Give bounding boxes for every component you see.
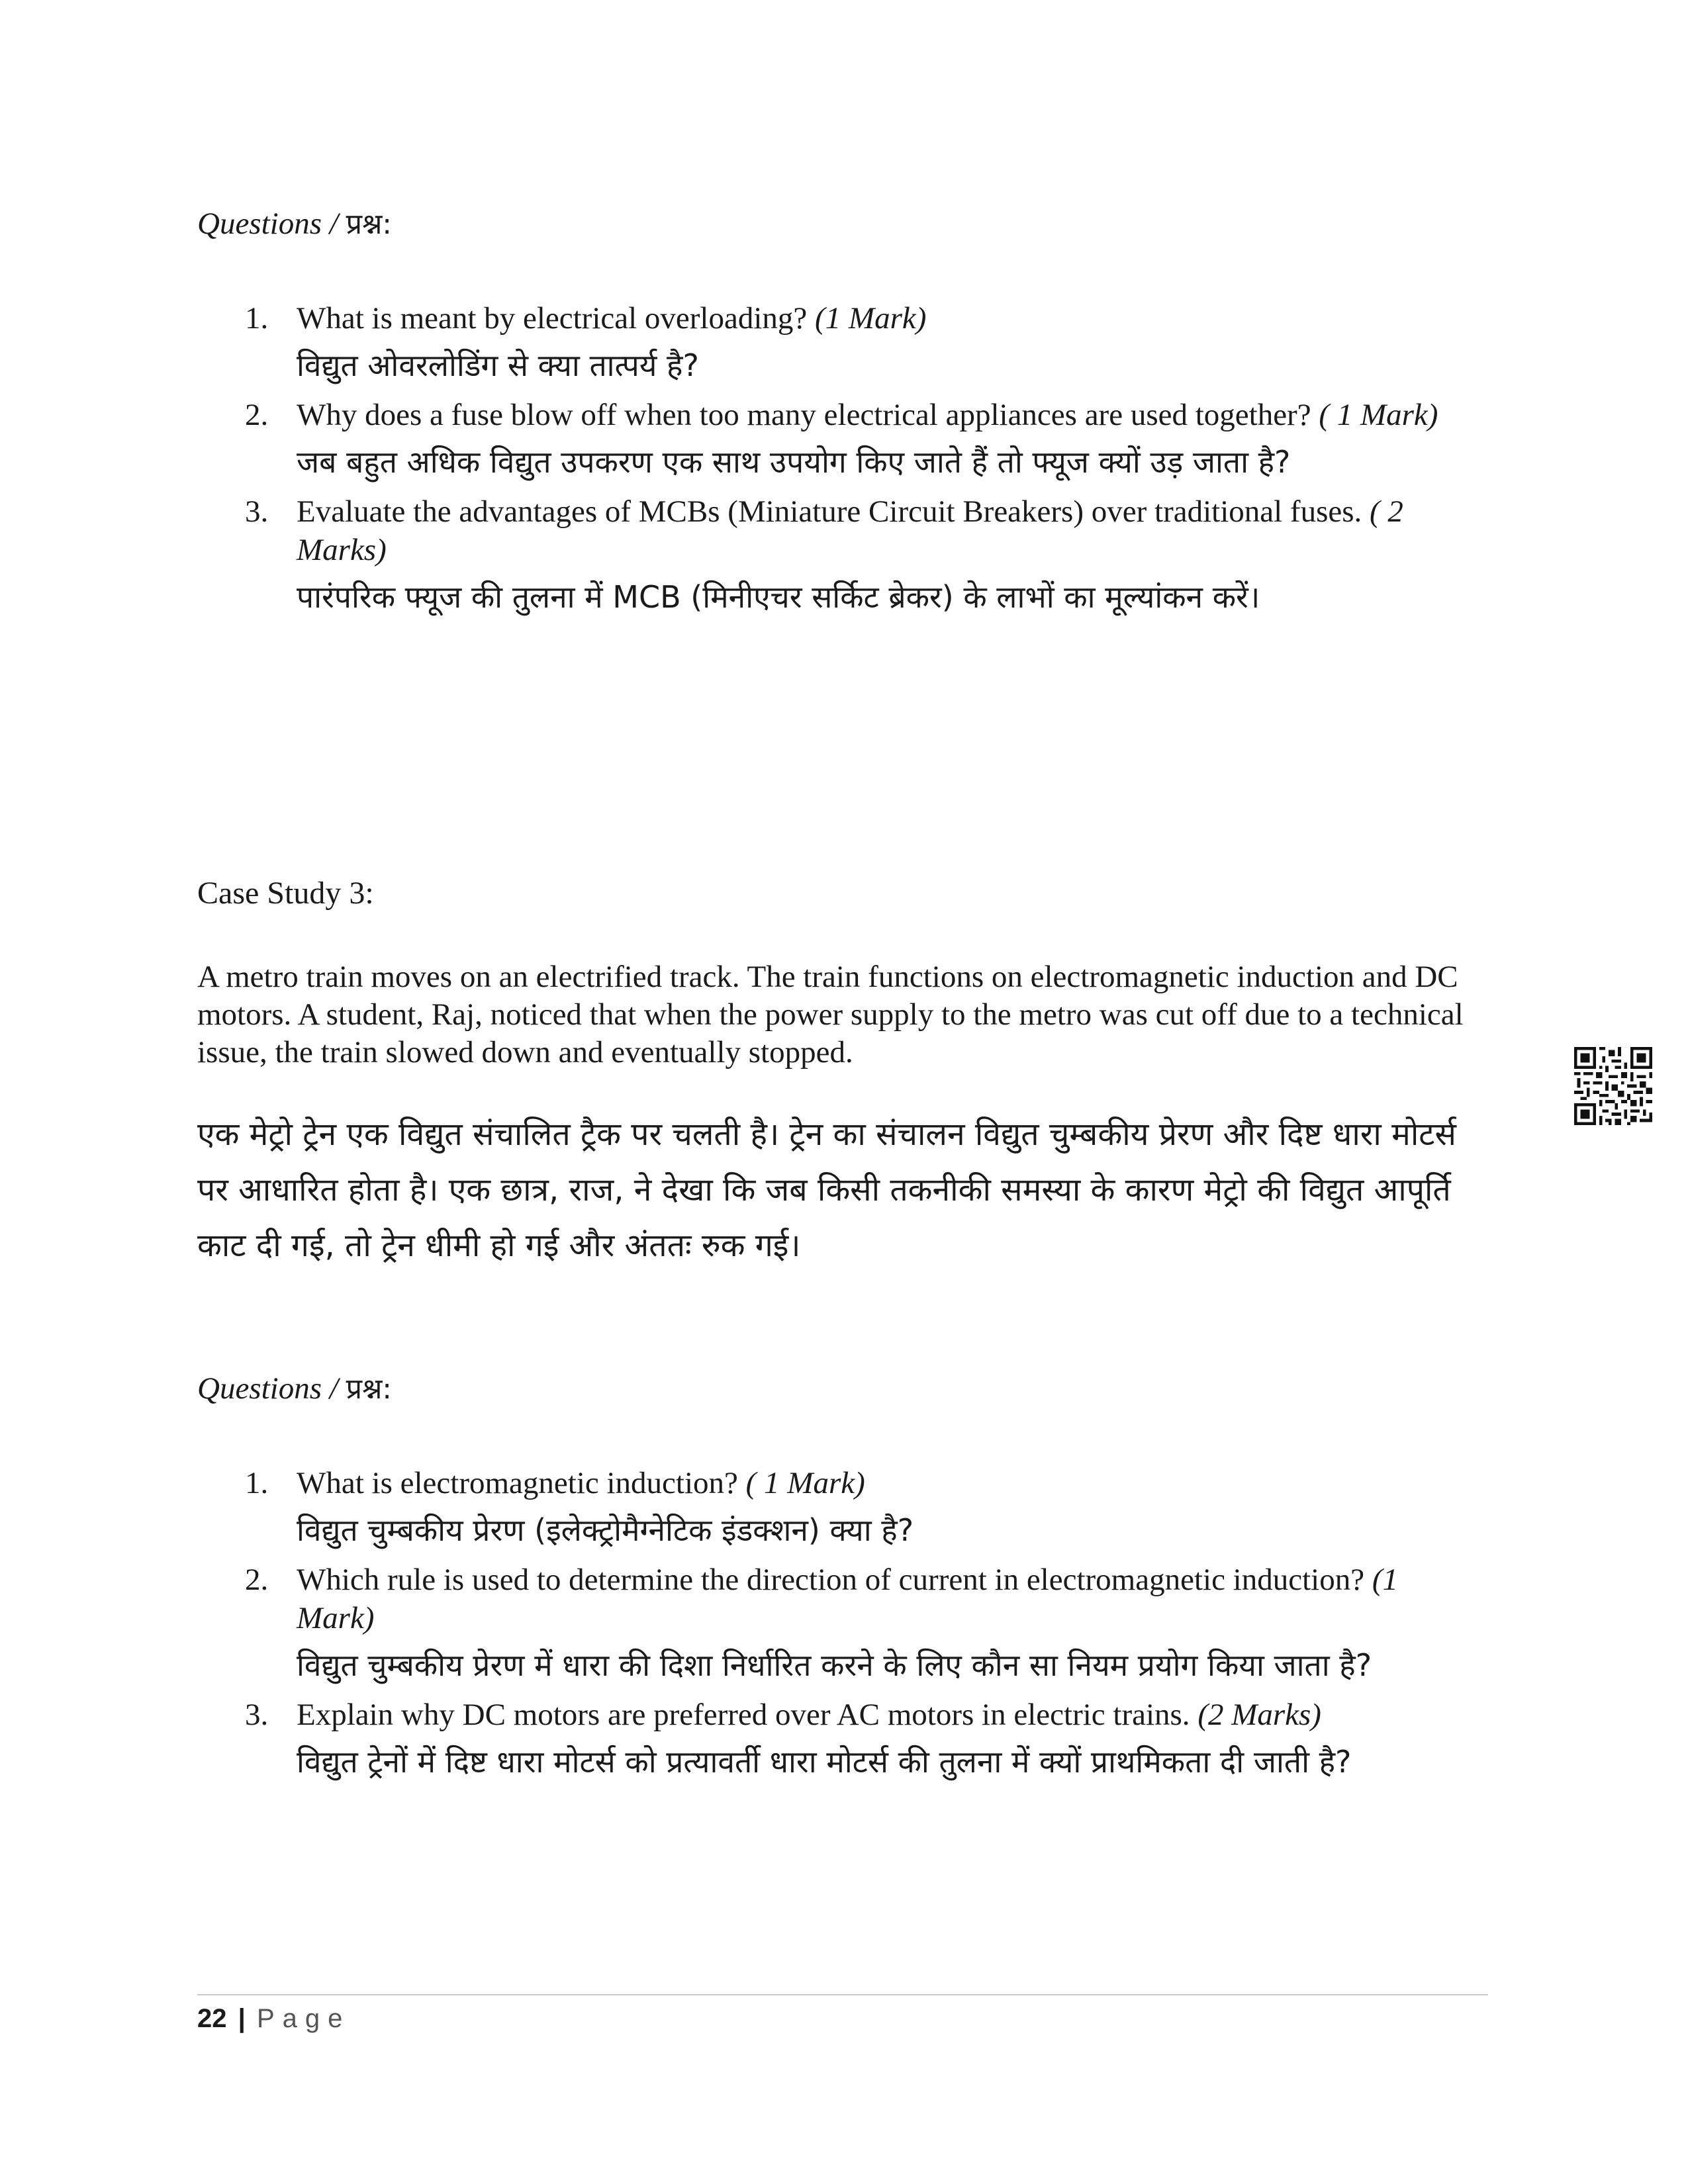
question-text-hi: विद्युत चुम्बकीय प्रेरण (इलेक्ट्रोमैग्नेटिक इंडक्शन) क्या है? [297, 1512, 914, 1548]
question-en-text: Which rule is used to determine the direction of current in electromagnetic induction? [297, 1563, 1372, 1597]
question-en-text: Explain why DC motors are preferred over AC motors in electric trains. [297, 1698, 1198, 1732]
question-text-hi: विद्युत चुम्बकीय प्रेरण में धारा की दिशा निर्धारित करने के लिए कौन सा नियम प्रयोग किया जाता है? [297, 1647, 1372, 1683]
question-marks: ( 2 Marks) [297, 494, 1403, 567]
questions-heading-hi: प्रश्न: [346, 208, 392, 241]
question-marks: ( 1 Mark) [745, 1466, 865, 1500]
question-text-hi: जब बहुत अधिक विद्युत उपकरण एक साथ उपयोग किए जाते हैं तो फ्यूज क्यों उड़ जाता है? [297, 444, 1291, 480]
question-text-en [297, 1464, 1481, 1502]
question-number: 1. [245, 301, 269, 336]
footer-separator: | [238, 2004, 246, 2033]
case-study-title: Case Study 3: [197, 876, 374, 911]
question-item [197, 1696, 1481, 1790]
question-marks: (1 Mark) [815, 301, 927, 336]
question-text-hi: पारंपरिक फ्यूज की तुलना में MCB (मिनीएचर सर्किट ब्रेकर) के लाभों का मूल्यांकन करें। [297, 579, 1260, 615]
questions-heading-2 [197, 1369, 392, 1409]
page-number: 22 [197, 2004, 227, 2033]
question-number: 1. [245, 1466, 269, 1500]
question-text-hi: विद्युत ओवरलोडिंग से क्या तात्पर्य है? [297, 347, 699, 383]
question-item [197, 492, 1481, 625]
question-en-text: Evaluate the advantages of MCBs (Miniature Circuit Breakers) over traditional fuses. [297, 494, 1370, 529]
question-item [197, 299, 1481, 393]
case-study-text-en: A metro train moves on an electrified track. The train functions on electromagnetic induction and DC motors. A student, Raj, noticed that when the power supply to the metro was cut off due to a technical issue, the train slowed down and eventually stopped. [197, 960, 1464, 1069]
question-list-2 [197, 1464, 1481, 1792]
question-number: 3. [245, 1698, 269, 1732]
question-text-hi: विद्युत ट्रेनों में दिष्ट धारा मोटर्स को प्रत्यावर्ती धारा मोटर्स की तुलना में क्यों प्राथमिकता दी जाती है? [297, 1744, 1352, 1780]
question-number: 2. [245, 398, 269, 432]
questions-heading-1 [197, 204, 392, 244]
question-en-text: What is electromagnetic induction? [297, 1466, 746, 1500]
question-text-en [297, 1561, 1481, 1637]
question-en-text: What is meant by electrical overloading? [297, 301, 816, 336]
question-text-en [297, 396, 1481, 434]
question-list-1 [197, 299, 1481, 627]
question-marks: (2 Marks) [1197, 1698, 1321, 1732]
question-item [197, 1561, 1481, 1693]
page-footer [197, 1999, 350, 2038]
qr-code-icon[interactable] [1574, 1047, 1652, 1125]
footer-divider [197, 1994, 1488, 1995]
question-item [197, 396, 1481, 490]
question-number: 2. [245, 1563, 269, 1597]
question-number: 3. [245, 494, 269, 529]
question-marks: ( 1 Mark) [1319, 398, 1438, 432]
case-study-text-hi: एक मेट्रो ट्रेन एक विद्युत संचालित ट्रैक पर चलती है। ट्रेन का संचालन विद्युत चुम्बकीय प्रेरण और दिष्ट धारा मोटर्स पर आधारित होता है। एक छात्र, राज, ने देखा कि जब किसी तकनीकी समस्या के कारण मेट्रो की विद्युत आपूर्ति काट दी गई, तो ट्रेन धीमी हो गई और अंततः रुक गई। [197, 1116, 1456, 1264]
question-text-en [297, 492, 1481, 569]
question-text-en [297, 299, 1481, 338]
questions-heading-en: Questions / [197, 1371, 346, 1406]
question-marks: (1 Mark) [297, 1563, 1398, 1635]
questions-heading-en: Questions / [197, 206, 346, 241]
question-en-text: Why does a fuse blow off when too many electrical appliances are used together? [297, 398, 1319, 432]
questions-heading-hi: प्रश्न: [346, 1373, 392, 1406]
question-item [197, 1464, 1481, 1558]
page-label: Page [256, 2004, 351, 2033]
question-text-en [297, 1696, 1481, 1734]
